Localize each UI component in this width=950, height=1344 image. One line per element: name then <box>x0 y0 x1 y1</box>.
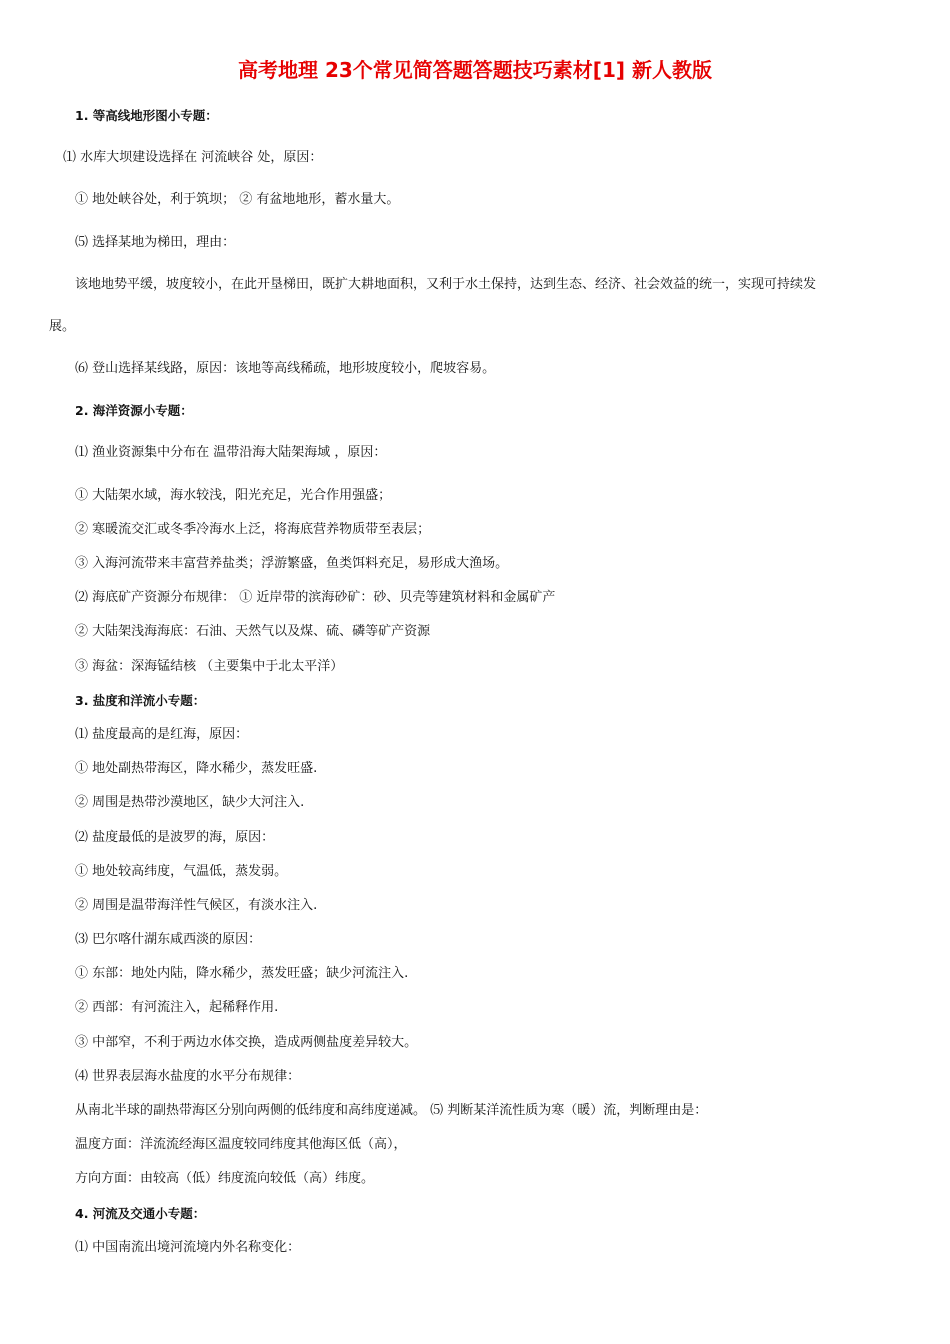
text-line: ① 大陆架水域，海水较浅，阳光充足，光合作用强盛； <box>75 488 392 503</box>
page-title: 高考地理 23个常见简答题答题技巧素材[1] 新人教版 <box>238 58 712 82</box>
text-line: ⑶ 巴尔喀什湖东咸西淡的原因： <box>75 932 262 947</box>
text-line: 方向方面：由较高（低）纬度流向较低（高）纬度。 <box>75 1171 375 1186</box>
section-heading-ocean: 2. 海洋资源小专题： <box>75 403 193 418</box>
text-line: ⑸ 选择某地为梯田，理由： <box>75 235 236 250</box>
text-line: ⑴ 中国南流出境河流境内外名称变化： <box>75 1240 301 1255</box>
text-line: ② 西部：有河流注入，起稀释作用. <box>75 1000 279 1015</box>
text-line: ⑴ 水库大坝建设选择在 河流峡谷 处，原因： <box>63 150 323 165</box>
text-line: ⑵ 盐度最低的是波罗的海，原因： <box>75 830 275 845</box>
text-line: ① 地处较高纬度，气温低，蒸发弱。 <box>75 864 288 879</box>
section-heading-contour: 1. 等高线地形图小专题： <box>75 108 218 123</box>
text-line: ⑹ 登山选择某线路，原因：该地等高线稀疏，地形坡度较小，爬坡容易。 <box>75 361 496 376</box>
section-heading-salinity: 3. 盐度和洋流小专题： <box>75 693 206 708</box>
text-line: ② 周围是热带沙漠地区，缺少大河注入. <box>75 795 305 810</box>
text-line: ③ 入海河流带来丰富营养盐类；浮游繁盛，鱼类饵料充足，易形成大渔场。 <box>75 556 509 571</box>
text-line: 展。 <box>49 319 76 334</box>
text-line: ② 寒暖流交汇或冬季冷海水上泛，将海底营养物质带至表层； <box>75 522 431 537</box>
text-line: ① 地处峡谷处，利于筑坝； ② 有盆地地形，蓄水量大。 <box>75 192 400 207</box>
text-line: ① 东部：地处内陆，降水稀少，蒸发旺盛；缺少河流注入. <box>75 966 409 981</box>
section-heading-rivers: 4. 河流及交通小专题： <box>75 1206 206 1221</box>
text-line: ① 地处副热带海区，降水稀少，蒸发旺盛. <box>75 761 318 776</box>
text-line: 从南北半球的副热带海区分别向两侧的低纬度和高纬度递减。 ⑸ 判断某洋流性质为寒（暖）流，判断理由是： <box>75 1103 708 1118</box>
text-line: ⑵ 海底矿产资源分布规律： ① 近岸带的滨海砂矿：砂、贝壳等建筑材料和金属矿产 <box>75 590 556 605</box>
text-line: ② 大陆架浅海海底：石油、天然气以及煤、硫、磷等矿产资源 <box>75 624 431 639</box>
text-line: ⑷ 世界表层海水盐度的水平分布规律： <box>75 1069 301 1084</box>
text-line: ② 周围是温带海洋性气候区，有淡水注入. <box>75 898 318 913</box>
text-line: ⑴ 盐度最高的是红海，原因： <box>75 727 249 742</box>
text-line: 温度方面：洋流流经海区温度较同纬度其他海区低（高）， <box>75 1137 407 1152</box>
text-line: ③ 中部窄，不利于两边水体交换，造成两侧盐度差异较大。 <box>75 1035 418 1050</box>
text-line: ⑴ 渔业资源集中分布在 温带沿海大陆架海域 ，原因： <box>75 445 387 460</box>
text-line: 该地地势平缓，坡度较小，在此开垦梯田，既扩大耕地面积，又利于水土保持，达到生态、经济、社会效益的统一，实现可持续发 <box>75 277 817 292</box>
text-line: ③ 海盆：深海锰结核 （主要集中于北太平洋） <box>75 659 344 674</box>
